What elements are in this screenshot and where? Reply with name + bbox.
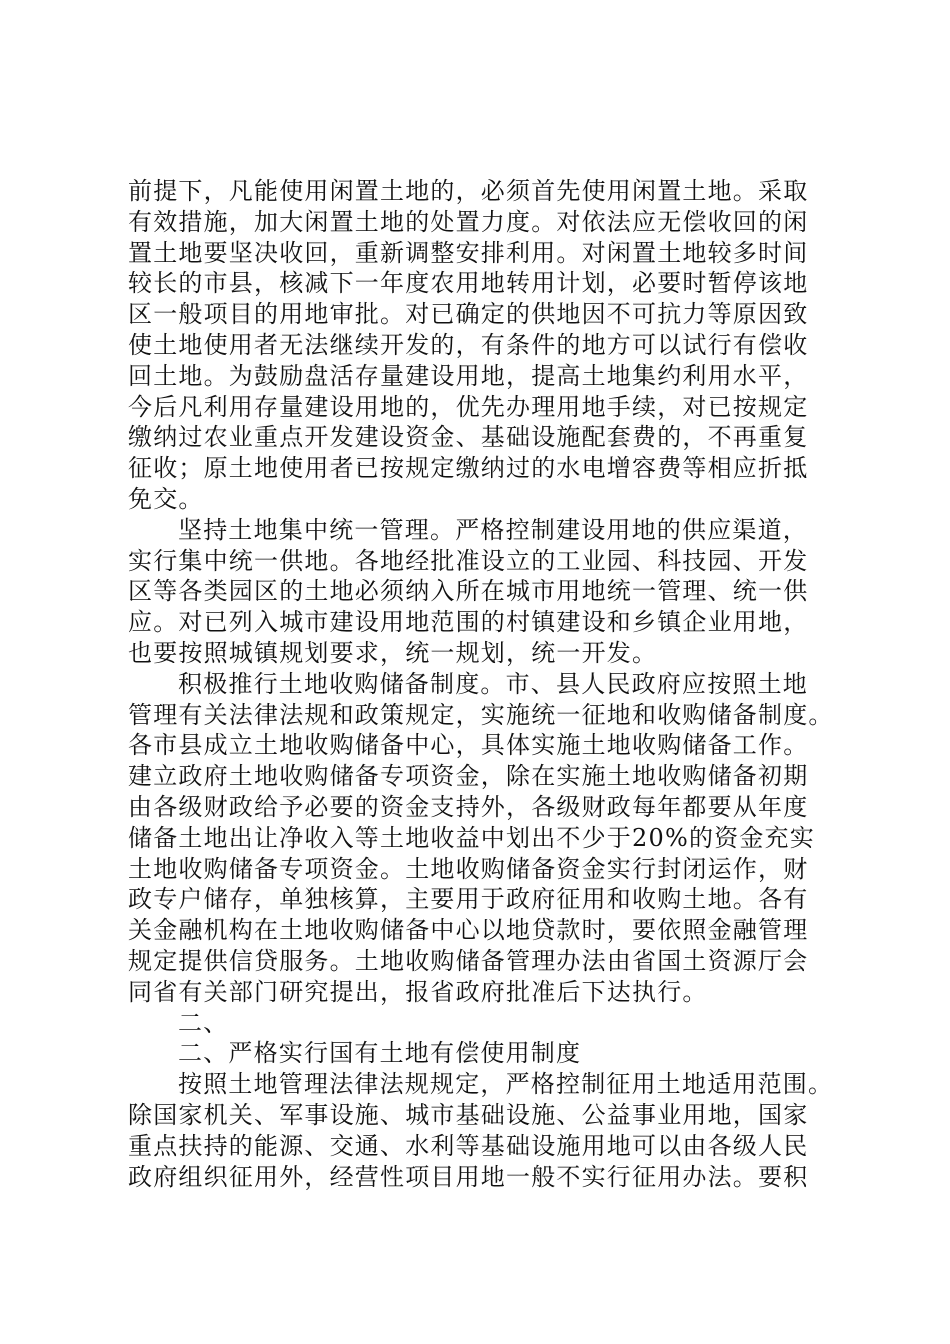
text-line: 区等各类园区的土地必须纳入所在城市用地统一管理、统一供 (128, 577, 809, 606)
document-body (128, 176, 848, 1192)
text-line: 使土地使用者无法继续开发的，有条件的地方可以试行有偿收 (128, 330, 809, 359)
text-line: 二、严格实行国有土地有偿使用制度 (178, 1039, 582, 1068)
text-line: 二、 (178, 1008, 229, 1037)
text-line: 免交。 (128, 484, 204, 513)
text-line: 土地收购储备专项资金。土地收购储备资金实行封闭运作，财 (128, 854, 809, 883)
text-line: 规定提供信贷服务。土地收购储备管理办法由省国土资源厅会 (128, 946, 809, 975)
text-line: 回土地。为鼓励盘活存量建设用地，提高土地集约利用水平， (128, 361, 809, 390)
text-line: 政府组织征用外，经营性项目用地一般不实行征用办法。要积 (128, 1162, 809, 1191)
text-line: 征收；原土地使用者已按规定缴纳过的水电增容费等相应折抵 (128, 454, 809, 483)
text-line: 前提下，凡能使用闲置土地的，必须首先使用闲置土地。采取 (128, 177, 809, 205)
text-line: 有效措施，加大闲置土地的处置力度。对依法应无偿收回的闲 (128, 207, 809, 236)
text-line: 同省有关部门研究提出，报省政府批准后下达执行。 (128, 977, 708, 1006)
text-line: 缴纳过农业重点开发建设资金、基础设施配套费的，不再重复 (128, 423, 809, 452)
text-line: 较长的市县，核减下一年度农用地转用计划，必要时暂停该地 (128, 269, 809, 298)
text-line: 应。对已列入城市建设用地范围的村镇建设和乡镇企业用地， (128, 608, 809, 637)
text-line: 实行集中统一供地。各地经批准设立的工业园、科技园、开发 (128, 546, 809, 575)
text-line: 由各级财政给予必要的资金支持外，各级财政每年都要从年度 (128, 792, 809, 821)
text-line: 置土地要坚决收回，重新调整安排利用。对闲置土地较多时间 (128, 238, 809, 267)
text-line: 政专户储存，单独核算，主要用于政府征用和收购土地。各有 (128, 885, 809, 914)
text-line: 管理有关法律法规和政策规定，实施统一征地和收购储备制度。 (128, 700, 834, 729)
text-line: 除国家机关、军事设施、城市基础设施、公益事业用地，国家 (128, 1100, 809, 1129)
text-line: 各市县成立土地收购储备中心，具体实施土地收购储备工作。 (128, 731, 809, 760)
text-line: 今后凡利用存量建设用地的，优先办理用地手续，对已按规定 (128, 392, 809, 421)
text-line: 区一般项目的用地审批。对已确定的供地因不可抗力等原因致 (128, 300, 809, 329)
text-line: 也要按照城镇规划要求，统一规划，统一开发。 (128, 638, 658, 667)
text-line: 重点扶持的能源、交通、水利等基础设施用地可以由各级人民 (128, 1131, 809, 1160)
text-line: 建立政府土地收购储备专项资金，除在实施土地收购储备初期 (128, 762, 809, 791)
text-line: 积极推行土地收购储备制度。市、县人民政府应按照土地 (178, 669, 808, 698)
text-line: 按照土地管理法律法规规定，严格控制征用土地适用范围。 (178, 1070, 834, 1099)
text-line: 储备土地出让净收入等土地收益中划出不少于20%的资金充实 (128, 823, 815, 852)
text-line: 关金融机构在土地收购储备中心以地贷款时，要依照金融管理 (128, 916, 809, 945)
text-line: 坚持土地集中统一管理。严格控制建设用地的供应渠道， (178, 515, 808, 544)
